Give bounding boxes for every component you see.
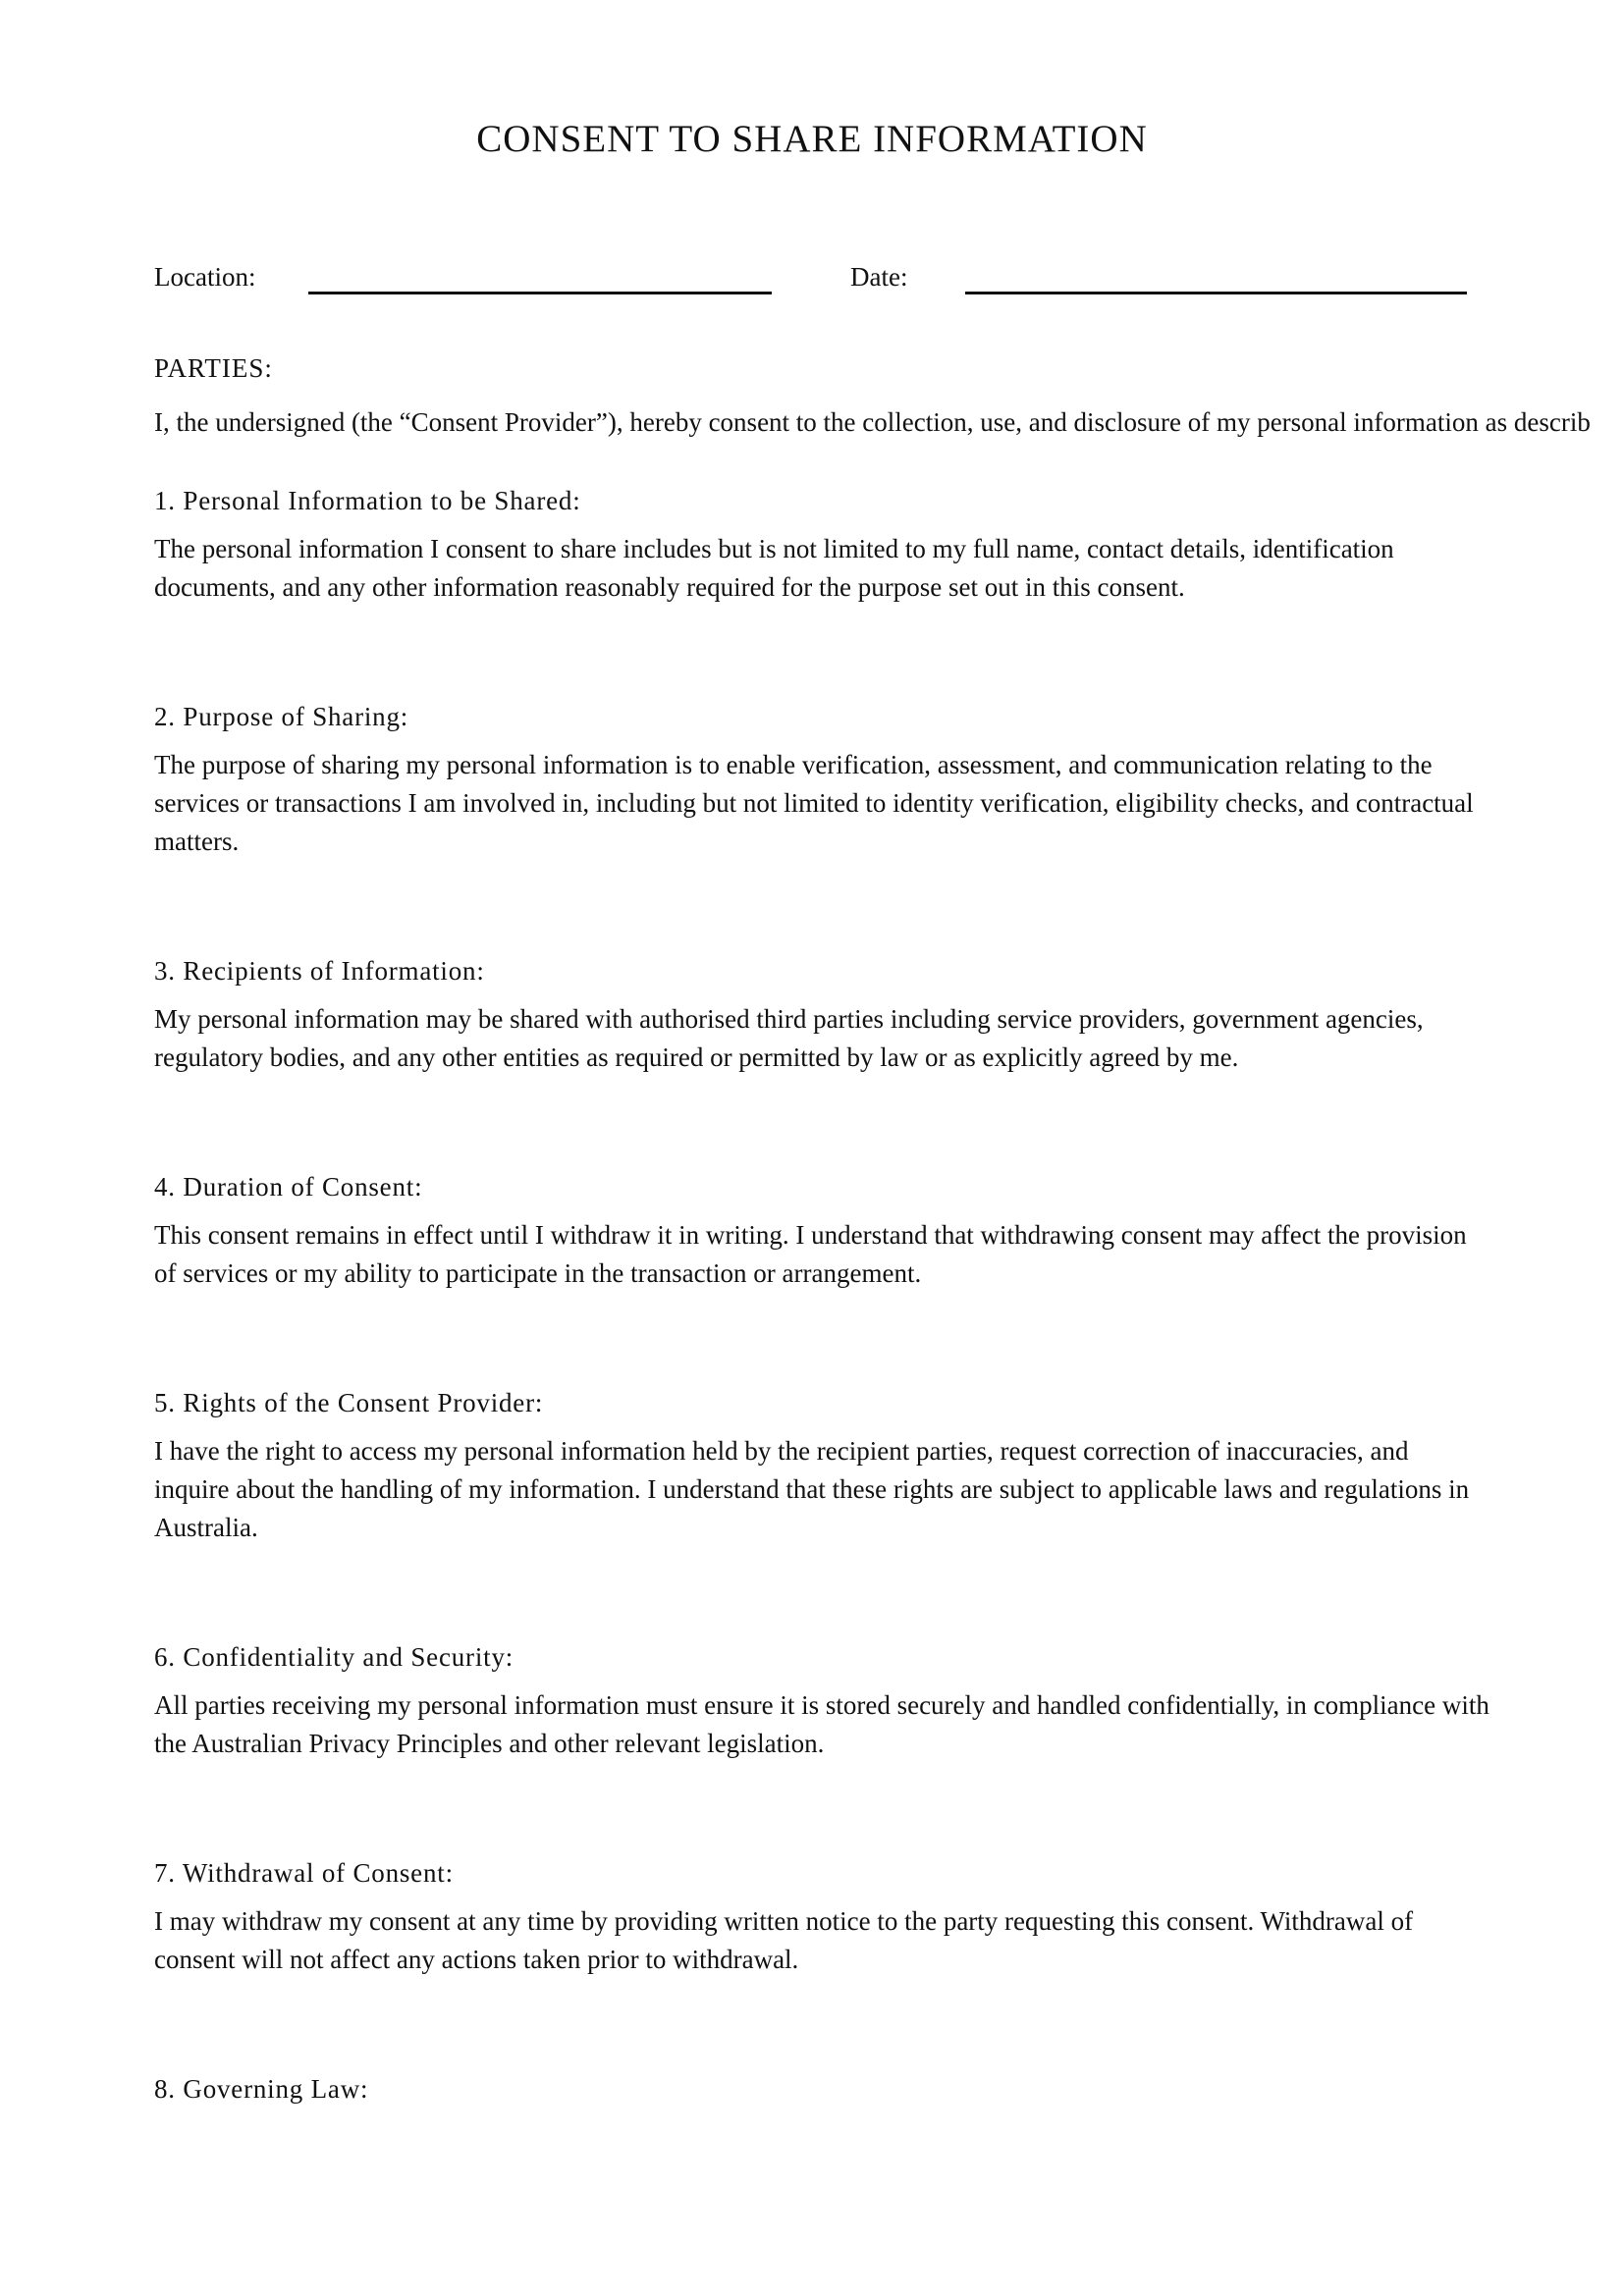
section-body: I may withdraw my consent at any time by providing written notice to the party requesting this consent. Withdrawal of consent will not affect any actions taken prior to withdrawal. xyxy=(154,1906,1414,1974)
document-title: CONSENT TO SHARE INFORMATION xyxy=(476,118,1148,160)
section-recipients xyxy=(154,955,1489,1077)
section-heading: 5. Rights of the Consent Provider: xyxy=(154,1388,544,1417)
section-body: My personal information may be shared with authorised third parties including service providers, government agencies, regulatory bodies, and any other entities as required or permitted by law or as explicitly agreed by me. xyxy=(154,1004,1424,1072)
section-heading: 1. Personal Information to be Shared: xyxy=(154,486,581,515)
section-duration xyxy=(154,1171,1489,1293)
date-label: Date: xyxy=(850,262,908,292)
section-heading: 3. Recipients of Information: xyxy=(154,956,485,986)
location-field-line[interactable] xyxy=(308,292,772,294)
section-heading: 2. Purpose of Sharing: xyxy=(154,702,409,731)
section-body: I have the right to access my personal information held by the recipient parties, request correction of inaccuracies, and inquire about the handling of my information. I understand that these rights are subject to applicable laws and regulations in Australia. xyxy=(154,1436,1470,1542)
parties-statement: I, the undersigned (the “Consent Provider”), hereby consent to the collection, use, and disclosure of my personal information as describ xyxy=(154,407,1591,437)
date-field-line[interactable] xyxy=(965,292,1467,294)
section-body: All parties receiving my personal information must ensure it is stored securely and handled confidentially, in compliance with the Australian Privacy Principles and other relevant legislation. xyxy=(154,1690,1489,1758)
section-body: The purpose of sharing my personal information is to enable verification, assessment, and communication relating to the services or transactions I am involved in, including but not limited to identity verification, eligibility checks, and contractual matters. xyxy=(154,750,1474,856)
section-personal-information xyxy=(154,485,1489,607)
section-rights xyxy=(154,1387,1489,1547)
section-confidentiality xyxy=(154,1641,1489,1763)
section-heading: 4. Duration of Consent: xyxy=(154,1172,423,1201)
section-withdrawal xyxy=(154,1857,1489,1979)
section-body: The personal information I consent to share includes but is not limited to my full name, contact details, identification documents, and any other information reasonably required for the purpose set out in this consent. xyxy=(154,534,1394,602)
section-purpose-of-sharing xyxy=(154,701,1489,861)
location-label: Location: xyxy=(154,262,256,292)
parties-label: PARTIES: xyxy=(154,353,273,383)
section-heading: 7. Withdrawal of Consent: xyxy=(154,1858,454,1888)
section-governing-law xyxy=(154,2073,1489,2118)
section-heading: 6. Confidentiality and Security: xyxy=(154,1642,514,1672)
section-heading: 8. Governing Law: xyxy=(154,2074,369,2104)
section-body: This consent remains in effect until I withdraw it in writing. I understand that withdrawing consent may affect the provision of services or my ability to participate in the transaction or arrangement. xyxy=(154,1220,1467,1288)
